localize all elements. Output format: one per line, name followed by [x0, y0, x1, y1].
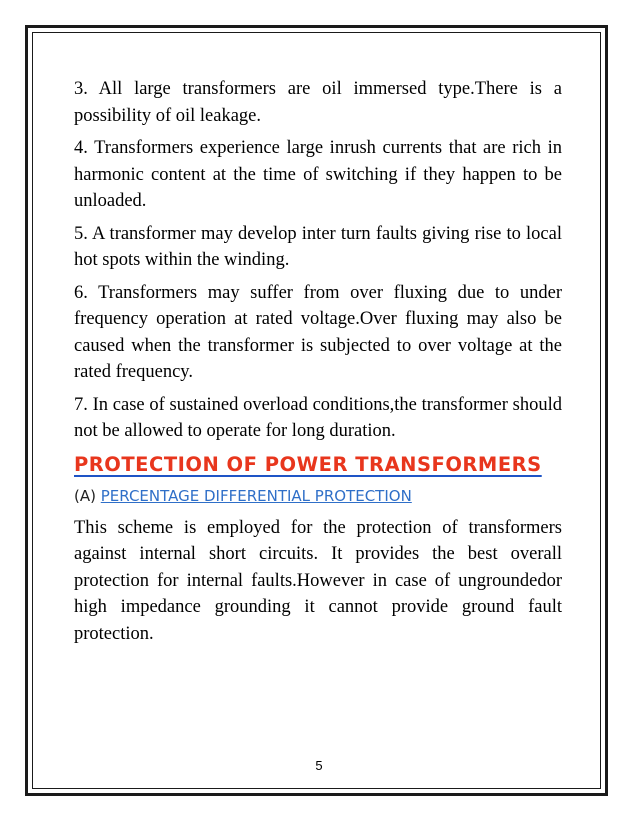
- paragraph-item-4: 4. Transformers experience large inrush currents that are rich in harmonic content at the time of switching if they happen to be unloaded.: [74, 138, 562, 211]
- section-body-paragraph: This scheme is employed for the protection of transformers against internal short circuits. It provides the best overall protection for internal faults.However in case of ungroundedor high impedance grounding it cannot provide ground fault protection.: [74, 517, 562, 644]
- subsection-heading: [74, 483, 562, 509]
- paragraph-item-7: 7. In case of sustained overload conditions,the transformer should not be allowed to operate for long duration.: [74, 394, 562, 441]
- subsection-prefix: (A): [74, 486, 96, 505]
- subsection-title-link[interactable]: PERCENTAGE DIFFERENTIAL PROTECTION: [100, 486, 412, 505]
- page-content: [74, 76, 562, 653]
- paragraph-item-5: 5. A transformer may develop inter turn faults giving rise to local hot spots within the winding.: [74, 223, 562, 270]
- page-number: 5: [315, 758, 323, 773]
- paragraph-item-6: 6. Transformers may suffer from over fluxing due to under frequency operation at rated voltage.Over fluxing may also be caused when the transformer is subjected to over voltage at the rated frequency.: [74, 282, 562, 382]
- paragraph-item-3: 3. All large transformers are oil immersed type.There is a possibility of oil leakage.: [74, 79, 562, 126]
- section-heading: PROTECTION OF POWER TRANSFORMERS: [74, 452, 542, 476]
